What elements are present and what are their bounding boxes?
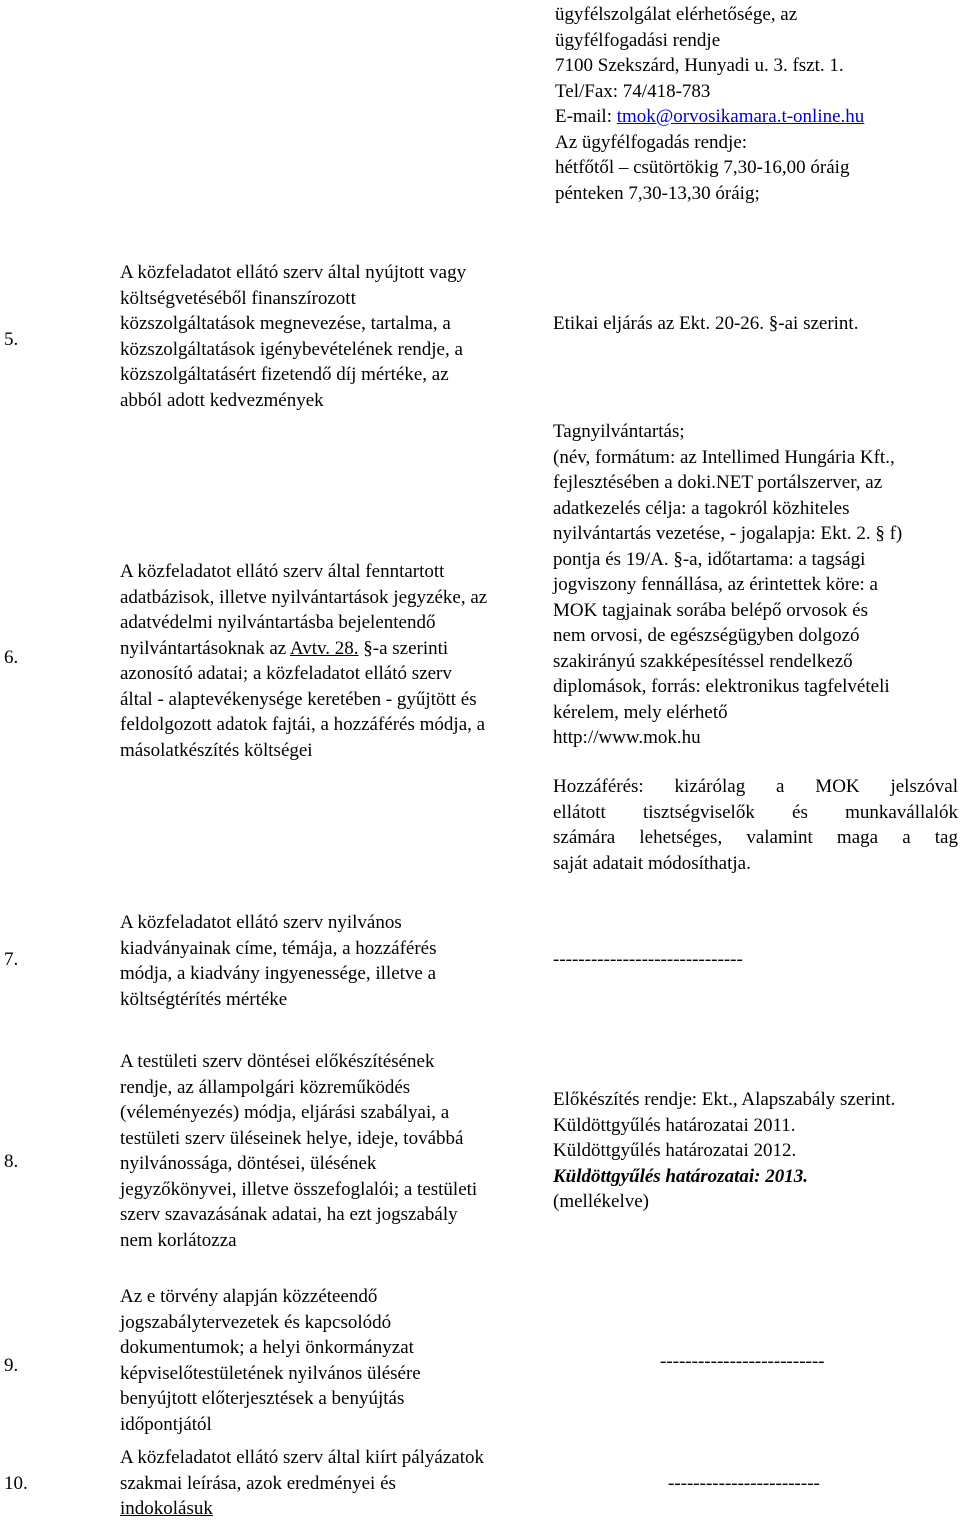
value-line: MOK tagjainak sorába belépő orvosok és: [553, 599, 869, 621]
value-line: (név, formátum: az Intellimed Hungária Kft.,: [553, 446, 895, 468]
resolution-2012-link[interactable]: Küldöttgyűlés határozatai 2012.: [553, 1140, 797, 1161]
description-line: rendje, az állampolgári közreműködés: [120, 1076, 411, 1098]
value-note: (mellékelve): [553, 1191, 650, 1212]
value-line: fejlesztésében a doki.NET portálszerver, az: [553, 472, 883, 493]
description-line: A közfeladatot ellátó szerv nyilvános: [120, 912, 402, 933]
row-number-7: 7.: [4, 949, 19, 970]
value-line: nyilvántartás vezetése, - jogalapja: Ekt. 2. § f): [553, 523, 903, 544]
row-9-description: [120, 1284, 548, 1437]
row-10-value-dashes: ------------------------: [668, 1473, 820, 1494]
row-number-5: 5.: [4, 329, 19, 350]
description-line: A közfeladatot ellátó szerv által nyújtott vagy: [120, 262, 467, 283]
indokolasuk-link[interactable]: indokolásuk: [120, 1498, 213, 1519]
description-line: adatvédelmi nyilvántartásba bejelentendő: [120, 612, 436, 633]
row-number-8: 8.: [4, 1151, 19, 1172]
row-6-description: [120, 559, 548, 763]
value-line: pontja és 19/A. §-a, időtartama: a tagsági: [553, 548, 866, 570]
email-label: E-mail:: [555, 106, 617, 127]
description-line: dokumentumok; a helyi önkormányzat: [120, 1337, 414, 1358]
description-line: közszolgáltatások megnevezése, tartalma, a: [120, 313, 451, 334]
contact-line: ügyfélfogadási rendje: [555, 29, 721, 51]
description-line: (véleményezés) módja, eljárási szabályai, a: [120, 1102, 450, 1123]
description-line: [120, 636, 548, 662]
description-line: A közfeladatot ellátó szerv által fenntartott: [120, 561, 445, 582]
description-line: módja, a kiadvány ingyenessége, illetve a: [120, 963, 437, 984]
value-line: szakirányú szakképesítéssel rendelkező: [553, 650, 853, 672]
row-7-value-dashes: ------------------------------: [553, 949, 743, 970]
row-6-access: [553, 774, 958, 876]
value-line: Etikai eljárás az Ekt. 20-26. §-ai szerint.: [553, 313, 859, 334]
value-line: Tagnyilvántartás;: [553, 421, 685, 442]
row-10-description: [120, 1445, 548, 1522]
row-number-6: 6.: [4, 647, 19, 668]
description-line: Az e törvény alapján közzéteendő: [120, 1286, 378, 1307]
row-number-9: 9.: [4, 1355, 19, 1376]
resolution-2013-link[interactable]: Küldöttgyűlés határozatai: 2013.: [553, 1165, 808, 1187]
description-line: szerv szavazásának adatai, ha ezt jogszabály: [120, 1204, 458, 1225]
contact-block: [555, 2, 955, 206]
description-line: költségvetéséből finanszírozott: [120, 287, 356, 309]
description-line: közszolgáltatások igénybevételének rendje, a: [120, 338, 463, 360]
description-line: nem korlátozza: [120, 1229, 237, 1251]
description-line: jogszabálytervezetek és kapcsolódó: [120, 1311, 392, 1333]
hours-line: pénteken 7,30-13,30 óráig;: [555, 182, 760, 204]
description-line: azonosító adatai; a közfeladatot ellátó szerv: [120, 663, 452, 684]
description-line: jegyzőkönyvei, illetve összefoglalói; a testületi: [120, 1178, 478, 1200]
row-8-description: [120, 1049, 548, 1253]
row-8-value: [553, 1087, 958, 1215]
description-line: költségtérítés mértéke: [120, 988, 288, 1010]
value-line: adatkezelés célja: a tagokról közhiteles: [553, 497, 850, 519]
contact-line: 7100 Szekszárd, Hunyadi u. 3. fszt. 1.: [555, 55, 844, 76]
description-line: A testületi szerv döntései előkészítésének: [120, 1051, 435, 1072]
row-7-description: [120, 910, 548, 1012]
description-line: benyújtott előterjesztések a benyújtás: [120, 1388, 405, 1409]
email-line: [555, 104, 955, 130]
description-line: feldolgozott adatok fajtái, a hozzáférés módja, a: [120, 714, 486, 735]
contact-line: Tel/Fax: 74/418-783: [555, 80, 711, 102]
description-line: képviselőtestületének nyilvános ülésére: [120, 1362, 421, 1384]
contact-line: ügyfélszolgálat elérhetősége, az: [555, 4, 798, 25]
hours-line: hétfőtől – csütörtökig 7,30-16,00 óráig: [555, 157, 850, 178]
access-line: ellátott tisztségviselők és munkavállalók: [553, 801, 958, 823]
access-line: számára lehetséges, valamint maga a tag: [553, 827, 958, 848]
row-number-10: 10.: [4, 1473, 28, 1494]
avtv-link[interactable]: Avtv. 28.: [289, 637, 359, 659]
description-line: másolatkészítés költségei: [120, 739, 313, 761]
row-9-value-dashes: --------------------------: [660, 1351, 825, 1372]
description-line: kiadványainak címe, témája, a hozzáférés: [120, 937, 437, 959]
description-line: szakmai leírása, azok eredményei és: [120, 1472, 396, 1494]
ref-suffix: §-a szerinti: [358, 637, 449, 659]
access-line: saját adatait módosíthatja.: [553, 852, 751, 874]
description-line: időpontjától: [120, 1413, 212, 1435]
resolution-2011-link[interactable]: Küldöttgyűlés határozatai 2011.: [553, 1114, 796, 1136]
description-line: közszolgáltatásért fizetendő díj mértéke, az: [120, 364, 449, 385]
ref-prefix: nyilvántartásoknak az: [120, 637, 290, 659]
description-line: A közfeladatot ellátó szerv által kiírt pályázatok: [120, 1447, 485, 1468]
value-line: jogviszony fennállása, az érintettek köre: a: [553, 574, 878, 595]
access-line: Hozzáférés: kizárólag a MOK jelszóval: [553, 776, 958, 797]
description-line: nyilvánossága, döntései, ülésének: [120, 1153, 377, 1174]
description-line: abból adott kedvezmények: [120, 389, 324, 411]
description-line: adatbázisok, illetve nyilvántartások jegyzéke, az: [120, 586, 488, 608]
value-line: diplomások, forrás: elektronikus tagfelvételi: [553, 676, 890, 697]
value-line: nem orvosi, de egészségügyben dolgozó: [553, 625, 860, 646]
description-line: által - alaptevékenysége keretében - gyűjtött és: [120, 688, 477, 710]
row-5-value: [553, 311, 958, 337]
description-line: testületi szerv üléseinek helye, ideje, továbbá: [120, 1127, 464, 1149]
row-5-description: [120, 260, 548, 413]
value-line: kérelem, mely elérhető: [553, 701, 728, 723]
email-link[interactable]: tmok@orvosikamara.t-online.hu: [616, 106, 865, 127]
hours-line: Az ügyfélfogadás rendje:: [555, 131, 748, 153]
value-line: Előkészítés rendje: Ekt., Alapszabály szerint.: [553, 1089, 896, 1110]
row-6-value: [553, 419, 958, 751]
mok-url[interactable]: http://www.mok.hu: [553, 727, 701, 748]
